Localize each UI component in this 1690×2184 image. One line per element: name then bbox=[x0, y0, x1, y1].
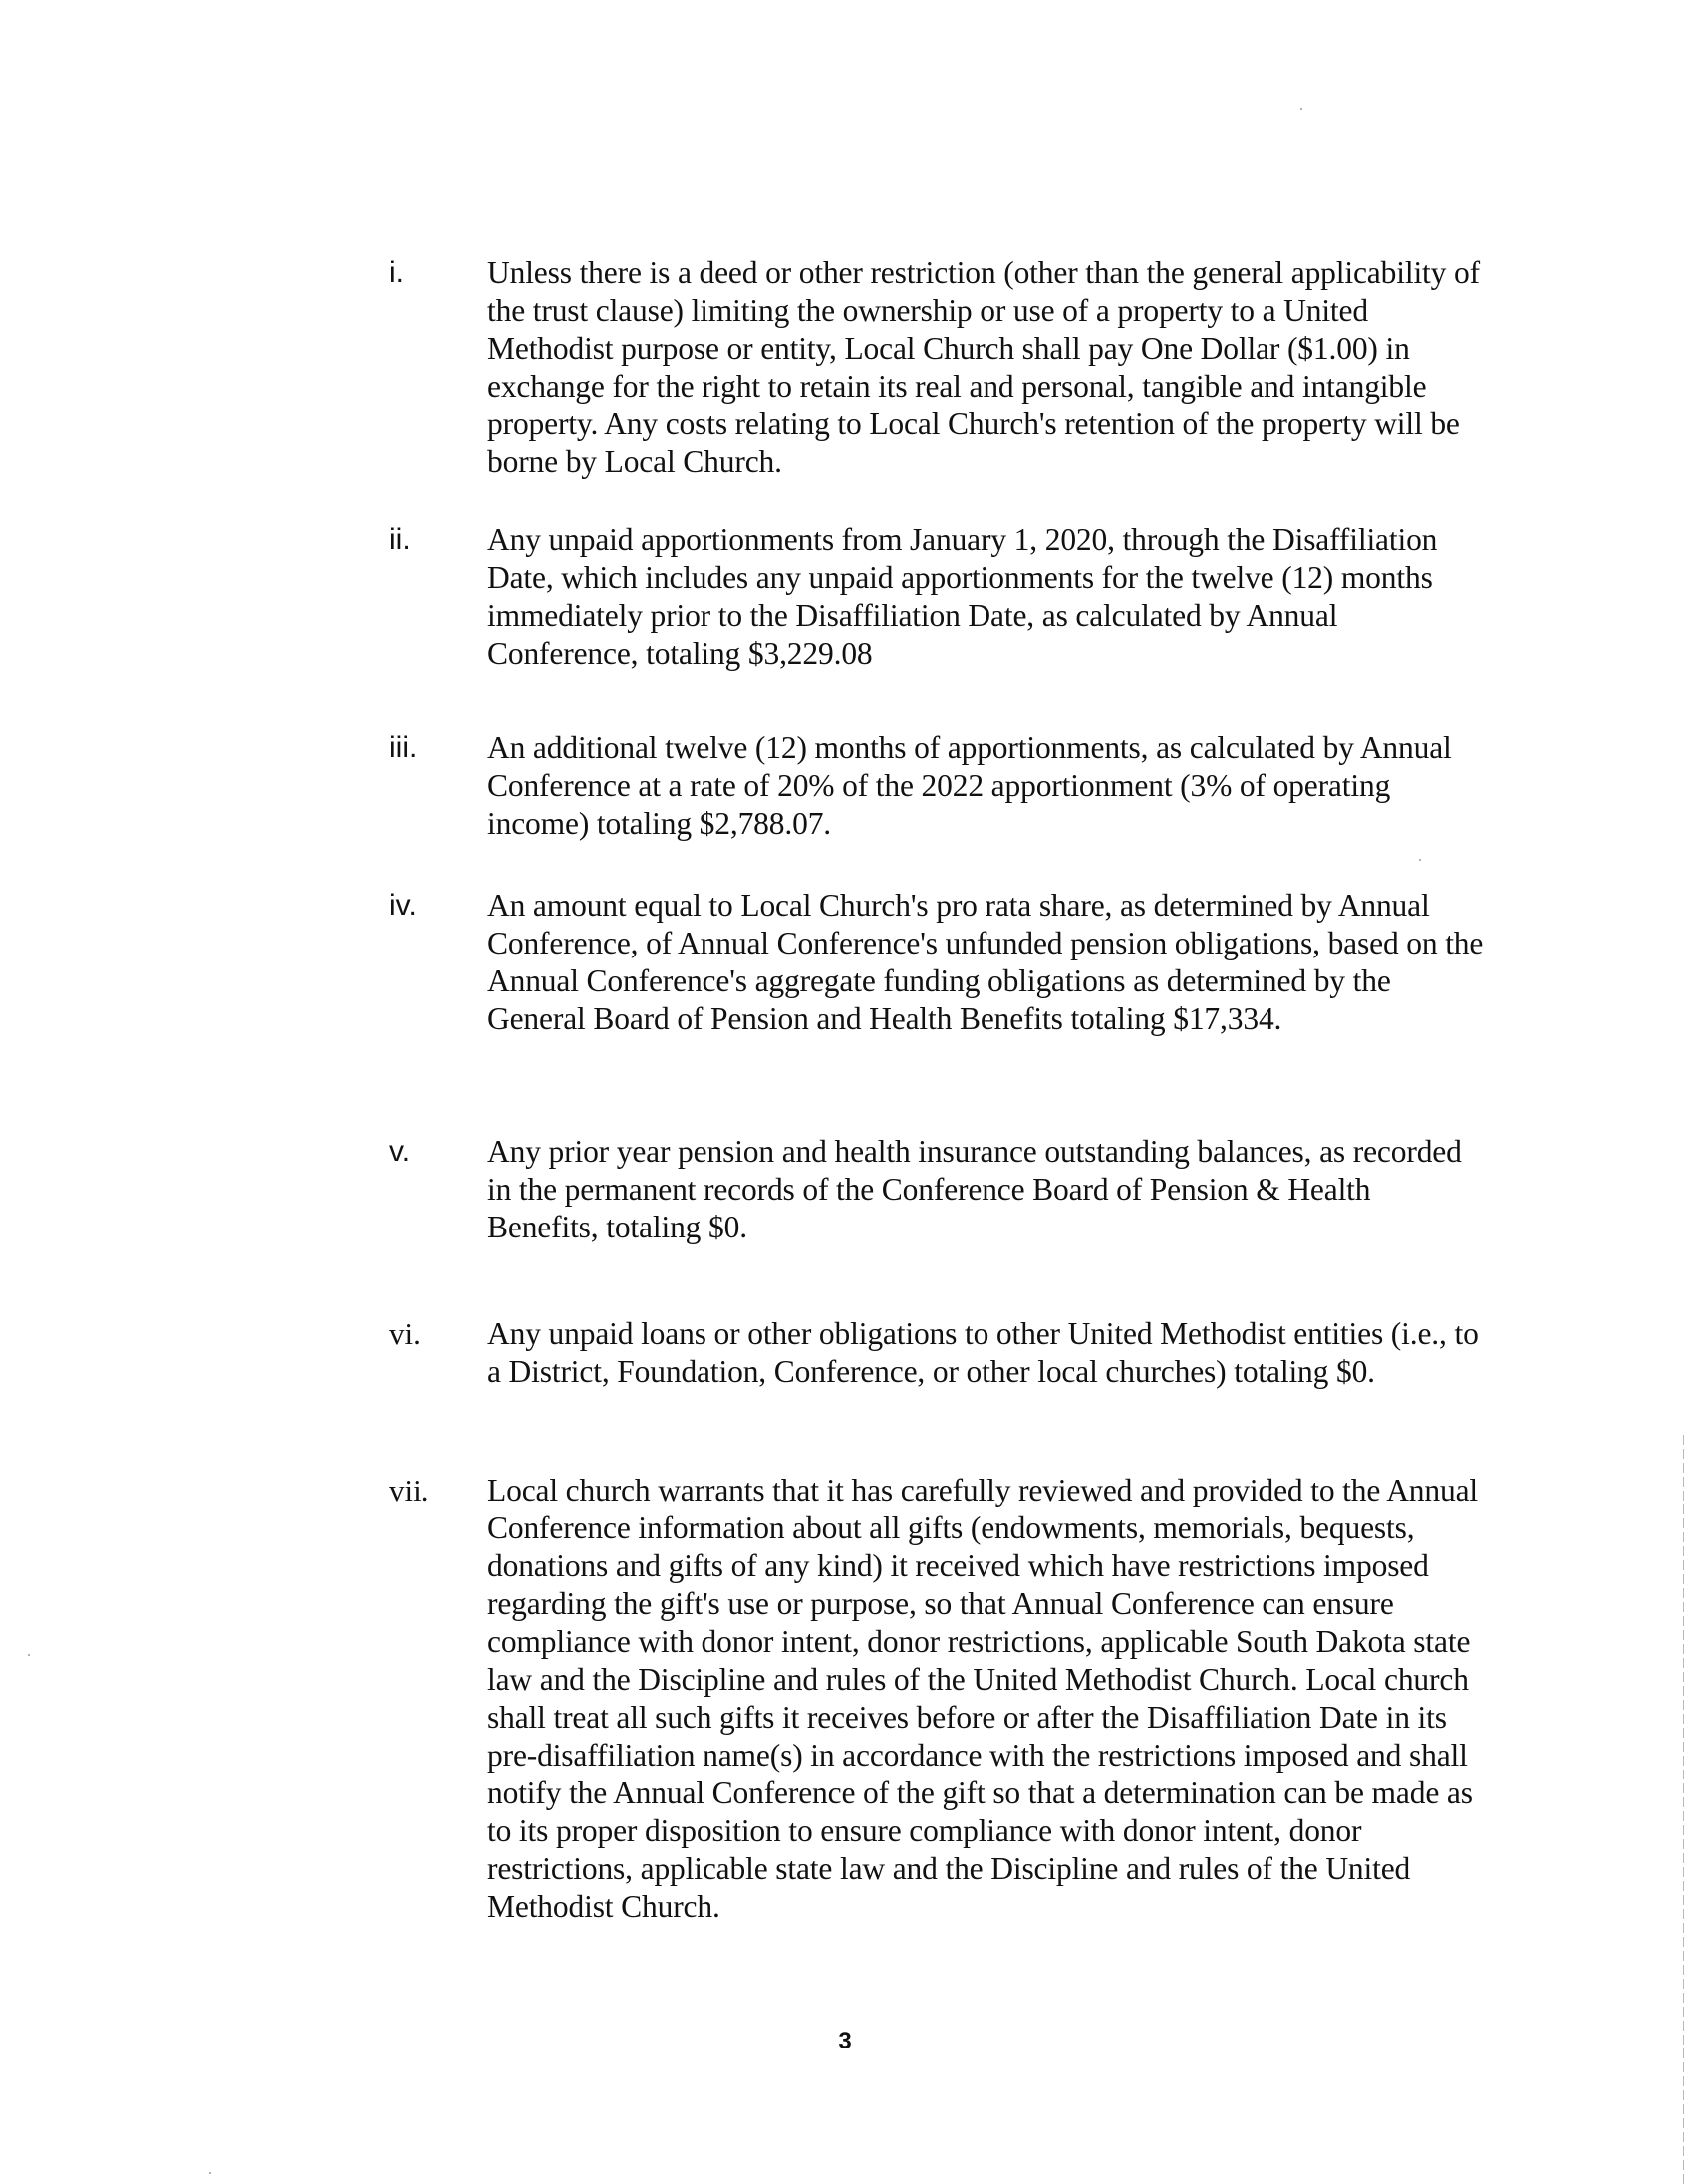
item-text: An additional twelve (12) months of apportionments, as calculated by Annual Conference at a rate of 20% of the 2022 apportionment (3% of operating income) totaling $2,788.07. bbox=[487, 730, 1452, 841]
scan-edge-artifact bbox=[1683, 1435, 1684, 2184]
item-marker: vi. bbox=[389, 1316, 421, 1351]
scan-speck bbox=[209, 2172, 211, 2174]
page-number: 3 bbox=[838, 2028, 852, 2054]
item-marker: vii. bbox=[389, 1473, 429, 1507]
scan-speck bbox=[1419, 859, 1421, 861]
item-marker: ii. bbox=[389, 523, 411, 556]
item-marker: i. bbox=[389, 256, 404, 289]
item-marker: iii. bbox=[389, 731, 418, 764]
item-text: Unless there is a deed or other restriction (other than the general applicability of the trust clause) limiting the ownership or use of a property to a United Methodist purpose or entity, Local Church shall pay One Dollar ($1.00) in exchange for the right to retain its real and personal, tangible and intangible property. Any costs relating to Local Church's retention of the property will be borne by Local Church. bbox=[487, 255, 1480, 479]
item-marker: iv. bbox=[389, 889, 417, 922]
item-text: Local church warrants that it has carefully reviewed and provided to the Annual Conference information about all gifts (endowments, memorials, bequests, donations and gifts of any kind) it received which have restrictions imposed regarding the gift's use or purpose, so that Annual Conference can ensure compliance with donor intent, donor restrictions, applicable South Dakota state law and the Discipline and rules of the United Methodist Church. Local church shall treat all such gifts it receives before or after the Disaffiliation Date in its pre-disaffiliation name(s) in accordance with the restrictions imposed and shall notify the Annual Conference of the gift so that a determination can be made as to its proper disposition to ensure compliance with donor intent, donor restrictions, applicable state law and the Discipline and rules of the United Methodist Church. bbox=[487, 1473, 1479, 1924]
item-text: An amount equal to Local Church's pro rata share, as determined by Annual Conference, of Annual Conference's unfunded pension obligations, based on the Annual Conference's aggregate funding obligations as determined by the General Board of Pension and Health Benefits totaling $17,334. bbox=[487, 888, 1484, 1036]
item-text: Any unpaid loans or other obligations to other United Methodist entities (i.e., to a District, Foundation, Conference, or other local churches) totaling $0. bbox=[487, 1316, 1479, 1389]
scan-speck bbox=[28, 1654, 30, 1656]
scan-speck bbox=[1300, 108, 1302, 110]
item-text: Any unpaid apportionments from January 1, 2020, through the Disaffiliation Date, which includes any unpaid apportionments for the twelve (12) months immediately prior to the Disaffiliation Date, as calculated by Annual Conference, totaling $3,229.08 bbox=[487, 522, 1438, 671]
item-marker: v. bbox=[389, 1135, 411, 1168]
item-text: Any prior year pension and health insurance outstanding balances, as recorded in the permanent records of the Conference Board of Pension & Health Benefits, totaling $0. bbox=[487, 1134, 1462, 1244]
